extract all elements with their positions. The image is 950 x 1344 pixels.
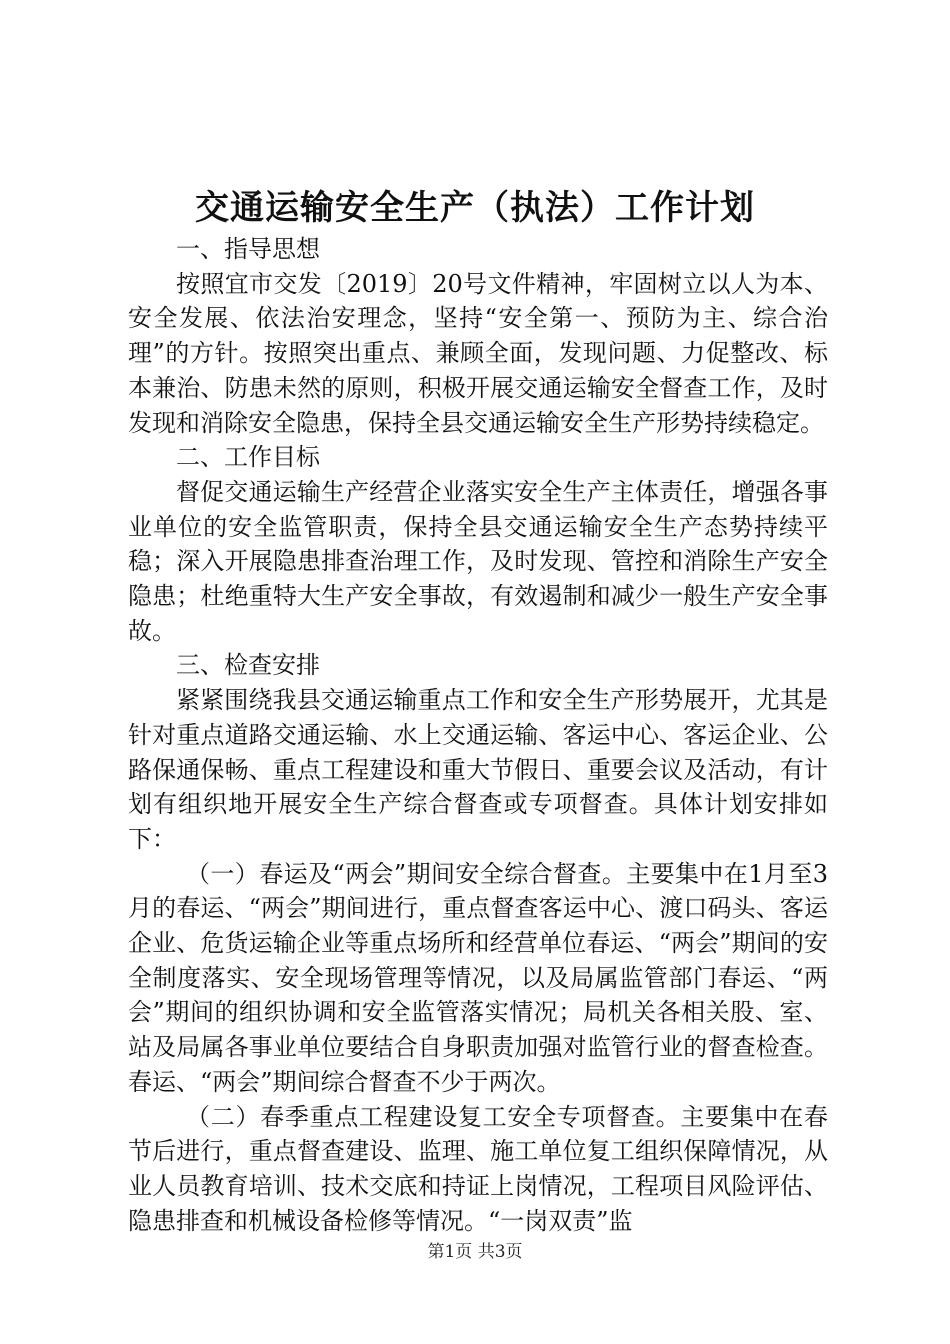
document-title: 交通运输安全生产（执法）工作计划 <box>195 188 755 228</box>
paragraph-item-spring-construction: （二）春季重点工程建设复工安全专项督查。主要集中在春节后进行，重点督查建设、监理、施工单位复工组织保障情况，从业人员教育培训、技术交底和持证上岗情况，工程项目风险评估、隐患排查和机械设备检修等情况。“一岗双责”监 <box>128 1102 828 1235</box>
document-body <box>128 232 828 1238</box>
page-footer: 第1页 共3页 <box>427 1242 523 1262</box>
section-heading-guiding-ideology: 一、指导思想 <box>176 235 320 263</box>
paragraph-item-spring-festival: （一）春运及“两会”期间安全综合督查。主要集中在1月至3月的春运、“两会”期间进行，重点督查客运中心、渡口码头、客运企业、危货运输企业等重点场所和经营单位春运、“两会”期间的安全制度落实、安全现场管理等情况，以及局属监管部门春运、“两会”期间的组织协调和安全监管落实情况；局机关各相关股、室、站及局属各事业单位要结合自身职责加强对监管行业的督查检查。春运、“两会”期间综合督查不少于两次。 <box>128 859 828 1096</box>
paragraph-guiding-ideology: 按照宜市交发〔2019〕20号文件精神，牢固树立以人为本、安全发展、依法治安理念，坚持“安全第一、预防为主、综合治理”的方针。按照突出重点、兼顾全面，发现问题、力促整改、标本兼治、防患未然的原则，积极开展交通运输安全督查工作，及时发现和消除安全隐患，保持全县交通运输安全生产形势持续稳定。 <box>128 269 828 437</box>
paragraph-inspection-arrangement: 紧紧围绕我县交通运输重点工作和安全生产形势展开，尤其是针对重点道路交通运输、水上交通运输、客运中心、客运企业、公路保通保畅、重点工程建设和重大节假日、重要会议及活动，有计划有组织地开展安全生产综合督查或专项督查。具体计划安排如下： <box>128 686 828 853</box>
section-heading-work-goals: 二、工作目标 <box>176 443 320 472</box>
section-heading-inspection-arrangement: 三、检查安排 <box>176 651 320 680</box>
paragraph-work-goals: 督促交通运输生产经营企业落实安全生产主体责任，增强各事业单位的安全监管职责，保持全县交通运输安全生产态势持续平稳；深入开展隐患排查治理工作，及时发现、管控和消除生产安全隐患；杜绝重特大生产安全事故，有效遏制和减少一般生产安全事故。 <box>128 477 828 645</box>
